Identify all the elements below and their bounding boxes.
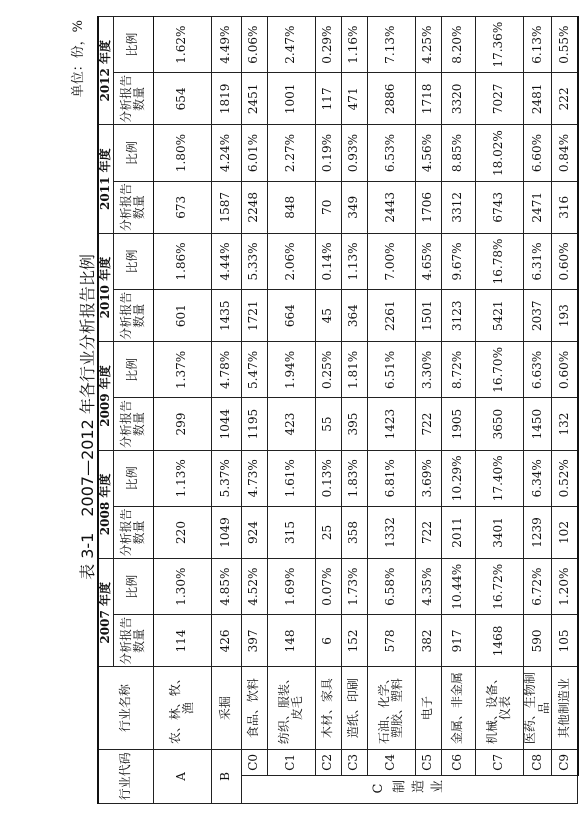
ratio-cell: 0.55% (552, 17, 578, 73)
header-ratio: 比例 (113, 342, 153, 398)
ratio-cell: 0.29% (315, 17, 341, 73)
ratio-cell: 0.93% (341, 125, 367, 181)
table-row (341, 17, 367, 804)
header-count: 分析报告数量 (113, 73, 153, 125)
industry-code: B (211, 749, 241, 803)
ratio-cell: 0.14% (315, 233, 341, 289)
report-count-cell: 364 (341, 290, 367, 342)
report-count-cell: 1332 (367, 506, 415, 558)
ratio-cell: 10.44% (441, 559, 475, 615)
report-count-cell: 3123 (441, 290, 475, 342)
ratio-cell: 6.51% (367, 342, 415, 398)
industry-name: 金属、非金属 (441, 667, 475, 749)
report-count-cell: 1905 (441, 398, 475, 450)
report-count-cell: 3401 (475, 506, 523, 558)
header-year: 2009 年度 (98, 342, 113, 450)
report-count-cell: 1718 (415, 73, 441, 125)
ratio-cell: 4.24% (211, 125, 241, 181)
table-row (415, 17, 441, 804)
ratio-cell: 1.81% (341, 342, 367, 398)
header-year: 2010 年度 (98, 233, 113, 341)
report-count-cell: 395 (341, 398, 367, 450)
industry-name: 纺织、服装、皮毛 (267, 667, 315, 749)
ratio-cell: 17.36% (475, 17, 523, 73)
table-row (475, 17, 523, 804)
report-count-cell: 578 (367, 615, 415, 667)
ratio-cell: 0.19% (315, 125, 341, 181)
ratio-cell: 4.35% (415, 559, 441, 615)
report-count-cell: 1706 (415, 181, 441, 233)
report-count-cell: 7027 (475, 73, 523, 125)
industry-code: C8 (523, 749, 552, 775)
ratio-cell: 5.37% (211, 450, 241, 506)
unit-note: 单位：份，% (71, 20, 86, 98)
industry-code: C7 (475, 749, 523, 775)
table-row (523, 17, 552, 804)
ratio-cell: 7.13% (367, 17, 415, 73)
ratio-cell: 1.37% (153, 342, 211, 398)
ratio-cell: 4.52% (241, 559, 267, 615)
ratio-cell: 6.34% (523, 450, 552, 506)
report-count-cell: 1468 (475, 615, 523, 667)
ratio-cell: 1.69% (267, 559, 315, 615)
ratio-cell: 3.69% (415, 450, 441, 506)
header-ratio: 比例 (113, 559, 153, 615)
report-count-cell: 5421 (475, 290, 523, 342)
report-count-cell: 426 (211, 615, 241, 667)
ratio-cell: 4.56% (415, 125, 441, 181)
ratio-cell: 1.20% (552, 559, 578, 615)
header-name: 行业名称 (98, 667, 153, 749)
ratio-cell: 6.31% (523, 233, 552, 289)
report-count-cell: 1044 (211, 398, 241, 450)
ratio-cell: 1.73% (341, 559, 367, 615)
table-row (315, 17, 341, 804)
table-row (552, 17, 578, 804)
report-count-cell: 1195 (241, 398, 267, 450)
ratio-cell: 6.63% (523, 342, 552, 398)
report-count-cell: 6 (315, 615, 341, 667)
header-ratio: 比例 (113, 17, 153, 73)
ratio-cell: 6.58% (367, 559, 415, 615)
report-count-cell: 2248 (241, 181, 267, 233)
report-count-cell: 105 (552, 615, 578, 667)
header-ratio: 比例 (113, 450, 153, 506)
ratio-cell: 10.29% (441, 450, 475, 506)
ratio-cell: 0.07% (315, 559, 341, 615)
industry-name: 采掘 (211, 667, 241, 749)
table-row (211, 17, 241, 804)
report-count-cell: 1049 (211, 506, 241, 558)
industry-name: 医药、生物制品 (523, 667, 552, 749)
industry-name: 其他制造业 (552, 667, 578, 749)
table-row (367, 17, 415, 804)
report-count-cell: 1423 (367, 398, 415, 450)
report-count-cell: 315 (267, 506, 315, 558)
report-count-cell: 1587 (211, 181, 241, 233)
ratio-cell: 9.67% (441, 233, 475, 289)
header-ratio: 比例 (113, 125, 153, 181)
report-count-cell: 1435 (211, 290, 241, 342)
ratio-cell: 6.06% (241, 17, 267, 73)
ratio-cell: 16.72% (475, 559, 523, 615)
table-body (153, 17, 578, 804)
report-count-cell: 917 (441, 615, 475, 667)
ratio-cell: 4.73% (241, 450, 267, 506)
ratio-cell: 1.30% (153, 559, 211, 615)
industry-code: C9 (552, 749, 578, 775)
report-count-cell: 102 (552, 506, 578, 558)
report-count-cell: 220 (153, 506, 211, 558)
report-count-cell: 3312 (441, 181, 475, 233)
report-count-cell: 590 (523, 615, 552, 667)
ratio-cell: 4.78% (211, 342, 241, 398)
industry-name: 造纸、印刷 (341, 667, 367, 749)
ratio-cell: 1.13% (153, 450, 211, 506)
report-count-cell: 397 (241, 615, 267, 667)
header-code: 行业代码 (98, 749, 153, 803)
header-year: 2011 年度 (98, 125, 113, 233)
industry-name: 食品、饮料 (241, 667, 267, 749)
report-count-cell: 3320 (441, 73, 475, 125)
ratio-cell: 0.13% (315, 450, 341, 506)
header-ratio: 比例 (113, 233, 153, 289)
report-count-cell: 654 (153, 73, 211, 125)
ratio-cell: 8.72% (441, 342, 475, 398)
report-count-cell: 2011 (441, 506, 475, 558)
table-row (153, 17, 211, 804)
ratio-cell: 0.60% (552, 233, 578, 289)
header-count: 分析报告数量 (113, 506, 153, 558)
ratio-cell: 4.65% (415, 233, 441, 289)
industry-name: 电子 (415, 667, 441, 749)
header-count: 分析报告数量 (113, 181, 153, 233)
group-c-label: C制造业 (241, 775, 578, 803)
ratio-cell: 6.72% (523, 559, 552, 615)
ratio-cell: 1.83% (341, 450, 367, 506)
report-count-cell: 6743 (475, 181, 523, 233)
report-count-cell: 1501 (415, 290, 441, 342)
report-count-cell: 55 (315, 398, 341, 450)
table-row (267, 17, 315, 804)
industry-report-table (97, 16, 579, 804)
report-count-cell: 423 (267, 398, 315, 450)
ratio-cell: 1.80% (153, 125, 211, 181)
report-count-cell: 299 (153, 398, 211, 450)
ratio-cell: 8.85% (441, 125, 475, 181)
industry-code: C5 (415, 749, 441, 775)
report-count-cell: 114 (153, 615, 211, 667)
industry-code: C0 (241, 749, 267, 775)
ratio-cell: 16.78% (475, 233, 523, 289)
report-count-cell: 924 (241, 506, 267, 558)
report-count-cell: 471 (341, 73, 367, 125)
header-count: 分析报告数量 (113, 398, 153, 450)
header-count: 分析报告数量 (113, 615, 153, 667)
ratio-cell: 1.94% (267, 342, 315, 398)
ratio-cell: 0.60% (552, 342, 578, 398)
ratio-cell: 7.00% (367, 233, 415, 289)
report-count-cell: 3650 (475, 398, 523, 450)
industry-name: 石油、化学、塑胶、塑料 (367, 667, 415, 749)
ratio-cell: 0.25% (315, 342, 341, 398)
ratio-cell: 6.81% (367, 450, 415, 506)
report-count-cell: 1239 (523, 506, 552, 558)
ratio-cell: 6.13% (523, 17, 552, 73)
report-count-cell: 358 (341, 506, 367, 558)
report-count-cell: 25 (315, 506, 341, 558)
industry-code: A (153, 749, 211, 803)
ratio-cell: 1.62% (153, 17, 211, 73)
industry-code: C4 (367, 749, 415, 775)
ratio-cell: 4.44% (211, 233, 241, 289)
ratio-cell: 5.47% (241, 342, 267, 398)
report-count-cell: 2451 (241, 73, 267, 125)
report-count-cell: 132 (552, 398, 578, 450)
report-count-cell: 1450 (523, 398, 552, 450)
ratio-cell: 1.16% (341, 17, 367, 73)
report-count-cell: 2886 (367, 73, 415, 125)
report-count-cell: 222 (552, 73, 578, 125)
industry-code: C1 (267, 749, 315, 775)
header-year: 2007 年度 (98, 559, 113, 667)
report-count-cell: 601 (153, 290, 211, 342)
report-count-cell: 316 (552, 181, 578, 233)
report-count-cell: 2471 (523, 181, 552, 233)
report-count-cell: 664 (267, 290, 315, 342)
report-count-cell: 349 (341, 181, 367, 233)
ratio-cell: 2.06% (267, 233, 315, 289)
ratio-cell: 5.33% (241, 233, 267, 289)
ratio-cell: 1.61% (267, 450, 315, 506)
report-count-cell: 117 (315, 73, 341, 125)
industry-name: 机械、设备、仪表 (475, 667, 523, 749)
ratio-cell: 3.30% (415, 342, 441, 398)
report-count-cell: 193 (552, 290, 578, 342)
report-count-cell: 848 (267, 181, 315, 233)
report-count-cell: 148 (267, 615, 315, 667)
report-count-cell: 1819 (211, 73, 241, 125)
ratio-cell: 8.20% (441, 17, 475, 73)
industry-name: 木材、家具 (315, 667, 341, 749)
ratio-cell: 2.47% (267, 17, 315, 73)
ratio-cell: 4.49% (211, 17, 241, 73)
report-count-cell: 70 (315, 181, 341, 233)
ratio-cell: 0.52% (552, 450, 578, 506)
ratio-cell: 1.86% (153, 233, 211, 289)
industry-code: C3 (341, 749, 367, 775)
ratio-cell: 18.02% (475, 125, 523, 181)
ratio-cell: 4.85% (211, 559, 241, 615)
industry-name: 农、林、牧、渔 (153, 667, 211, 749)
table-row (441, 17, 475, 804)
ratio-cell: 1.13% (341, 233, 367, 289)
header-year: 2012 年度 (98, 17, 113, 125)
header-count: 分析报告数量 (113, 290, 153, 342)
ratio-cell: 6.53% (367, 125, 415, 181)
table-caption: 表 3-1 2007—2012 年各行业分析报告比例 (78, 254, 97, 580)
report-count-cell: 2037 (523, 290, 552, 342)
industry-code: C6 (441, 749, 475, 775)
ratio-cell: 16.70% (475, 342, 523, 398)
report-count-cell: 1001 (267, 73, 315, 125)
report-count-cell: 2261 (367, 290, 415, 342)
header-year: 2008 年度 (98, 450, 113, 558)
report-count-cell: 1721 (241, 290, 267, 342)
table-row (241, 17, 267, 804)
industry-code: C2 (315, 749, 341, 775)
ratio-cell: 2.27% (267, 125, 315, 181)
report-count-cell: 382 (415, 615, 441, 667)
report-count-cell: 2481 (523, 73, 552, 125)
report-count-cell: 673 (153, 181, 211, 233)
ratio-cell: 4.25% (415, 17, 441, 73)
ratio-cell: 17.40% (475, 450, 523, 506)
ratio-cell: 6.60% (523, 125, 552, 181)
report-count-cell: 152 (341, 615, 367, 667)
ratio-cell: 6.01% (241, 125, 267, 181)
report-count-cell: 45 (315, 290, 341, 342)
ratio-cell: 0.84% (552, 125, 578, 181)
report-count-cell: 722 (415, 398, 441, 450)
report-count-cell: 722 (415, 506, 441, 558)
report-count-cell: 2443 (367, 181, 415, 233)
